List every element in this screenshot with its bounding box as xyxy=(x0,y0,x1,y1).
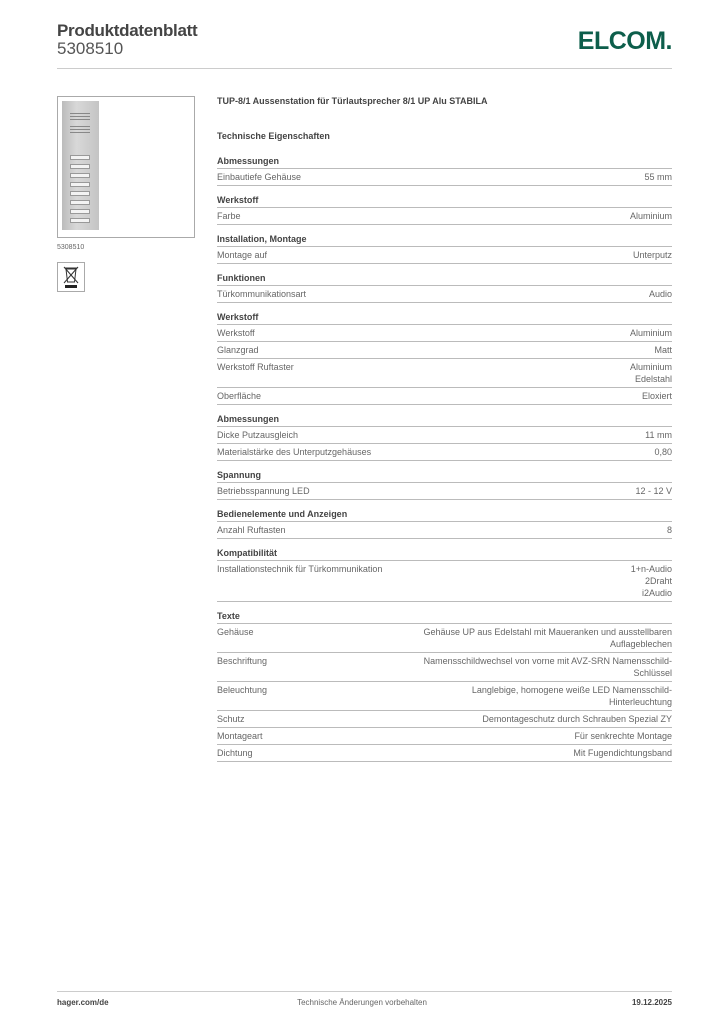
spec-section xyxy=(217,273,672,303)
section-heading: Werkstoff xyxy=(217,312,672,325)
elcom-logo: ELCOM. xyxy=(577,27,672,55)
page-title: Produktdatenblatt xyxy=(57,21,198,40)
spec-row xyxy=(217,286,672,303)
product-name: TUP-8/1 Aussenstation für Türlautsprecher 8/1 UP Alu STABILA xyxy=(217,96,488,106)
spec-row xyxy=(217,342,672,359)
spec-label: Dicke Putzausgleich xyxy=(217,430,299,440)
spec-label: Gehäuse xyxy=(217,627,254,637)
spec-label: Beschriftung xyxy=(217,656,268,666)
spec-label: Anzahl Ruftasten xyxy=(217,525,286,535)
spec-label: Werkstoff xyxy=(217,328,255,338)
spec-label: Dichtung xyxy=(217,748,253,758)
spec-value: 1+n-Audio 2Draht i2Audio xyxy=(630,564,672,598)
spec-value: Mit Fugendichtungsband xyxy=(573,748,672,758)
section-heading: Werkstoff xyxy=(217,195,672,208)
weee-disposal-icon xyxy=(57,262,85,292)
spec-value: Unterputz xyxy=(632,250,672,260)
spec-label: Einbautiefe Gehäuse xyxy=(217,172,302,182)
spec-table xyxy=(217,156,672,771)
spec-row xyxy=(217,561,672,602)
spec-value: 11 mm xyxy=(645,430,672,440)
product-image xyxy=(57,96,195,238)
spec-value: Matt xyxy=(654,345,672,355)
spec-value: Aluminium xyxy=(629,328,672,338)
spec-row xyxy=(217,359,672,388)
spec-value: Gehäuse UP aus Edelstahl mit Maueranken und ausstellbaren Auflageblechen xyxy=(423,627,672,649)
spec-label: Oberfläche xyxy=(217,391,262,401)
spec-row xyxy=(217,653,672,682)
spec-section xyxy=(217,195,672,225)
spec-label: Betriebsspannung LED xyxy=(217,486,310,496)
spec-row xyxy=(217,711,672,728)
spec-row xyxy=(217,169,672,186)
spec-row xyxy=(217,247,672,264)
spec-label: Türkommunikationsart xyxy=(217,289,307,299)
spec-value: Namensschildwechsel von vorne mit AVZ-SRN Namensschild- Schlüssel xyxy=(423,656,672,678)
article-number: 5308510 xyxy=(57,39,124,58)
spec-section xyxy=(217,611,672,762)
section-heading: Kompatibilität xyxy=(217,548,672,561)
section-heading: Installation, Montage xyxy=(217,234,672,247)
spec-value: 55 mm xyxy=(644,172,672,182)
spec-label: Werkstoff Ruftaster xyxy=(217,362,294,372)
footer-divider xyxy=(57,991,672,992)
footer-website: hager.com/de xyxy=(57,998,109,1007)
spec-label: Materialstärke des Unterputzgehäuses xyxy=(217,447,372,457)
spec-label: Beleuchtung xyxy=(217,685,268,695)
section-heading: Bedienelemente und Anzeigen xyxy=(217,509,672,522)
spec-section xyxy=(217,234,672,264)
image-caption: 5308510 xyxy=(57,244,85,251)
spec-value: Eloxiert xyxy=(641,391,672,401)
section-heading: Funktionen xyxy=(217,273,672,286)
footer-disclaimer: Technische Änderungen vorbehalten xyxy=(297,998,427,1007)
spec-section xyxy=(217,548,672,602)
spec-row xyxy=(217,208,672,225)
spec-row xyxy=(217,444,672,461)
spec-row xyxy=(217,325,672,342)
spec-value: 0,80 xyxy=(654,447,672,457)
spec-value: Aluminium xyxy=(629,211,672,221)
spec-section xyxy=(217,312,672,405)
header-divider xyxy=(57,68,672,69)
spec-row xyxy=(217,624,672,653)
spec-section xyxy=(217,509,672,539)
spec-value: Aluminium Edelstahl xyxy=(629,362,672,384)
spec-section xyxy=(217,156,672,186)
spec-label: Montage auf xyxy=(217,250,268,260)
spec-label: Installationstechnik für Türkommunikation xyxy=(217,564,383,574)
spec-value: Für senkrechte Montage xyxy=(574,731,672,741)
spec-value: Demontageschutz durch Schrauben Spezial ZY xyxy=(482,714,672,724)
spec-label: Glanzgrad xyxy=(217,345,259,355)
spec-row xyxy=(217,728,672,745)
spec-row xyxy=(217,682,672,711)
tech-heading: Technische Eigenschaften xyxy=(217,131,330,141)
section-heading: Spannung xyxy=(217,470,672,483)
spec-row xyxy=(217,522,672,539)
spec-row xyxy=(217,427,672,444)
section-heading: Abmessungen xyxy=(217,156,672,169)
spec-value: Audio xyxy=(648,289,672,299)
spec-row xyxy=(217,388,672,405)
spec-label: Montageart xyxy=(217,731,263,741)
spec-section xyxy=(217,470,672,500)
section-heading: Abmessungen xyxy=(217,414,672,427)
footer-date: 19.12.2025 xyxy=(631,998,672,1007)
spec-value: Langlebige, homogene weiße LED Namensschild- Hinterleuchtung xyxy=(471,685,672,707)
spec-label: Farbe xyxy=(217,211,241,221)
door-station-panel xyxy=(62,101,99,230)
spec-row xyxy=(217,745,672,762)
spec-value: 8 xyxy=(666,525,672,535)
spec-section xyxy=(217,414,672,461)
spec-value: 12 - 12 V xyxy=(635,486,672,496)
spec-label: Schutz xyxy=(217,714,245,724)
spec-row xyxy=(217,483,672,500)
section-heading: Texte xyxy=(217,611,672,624)
